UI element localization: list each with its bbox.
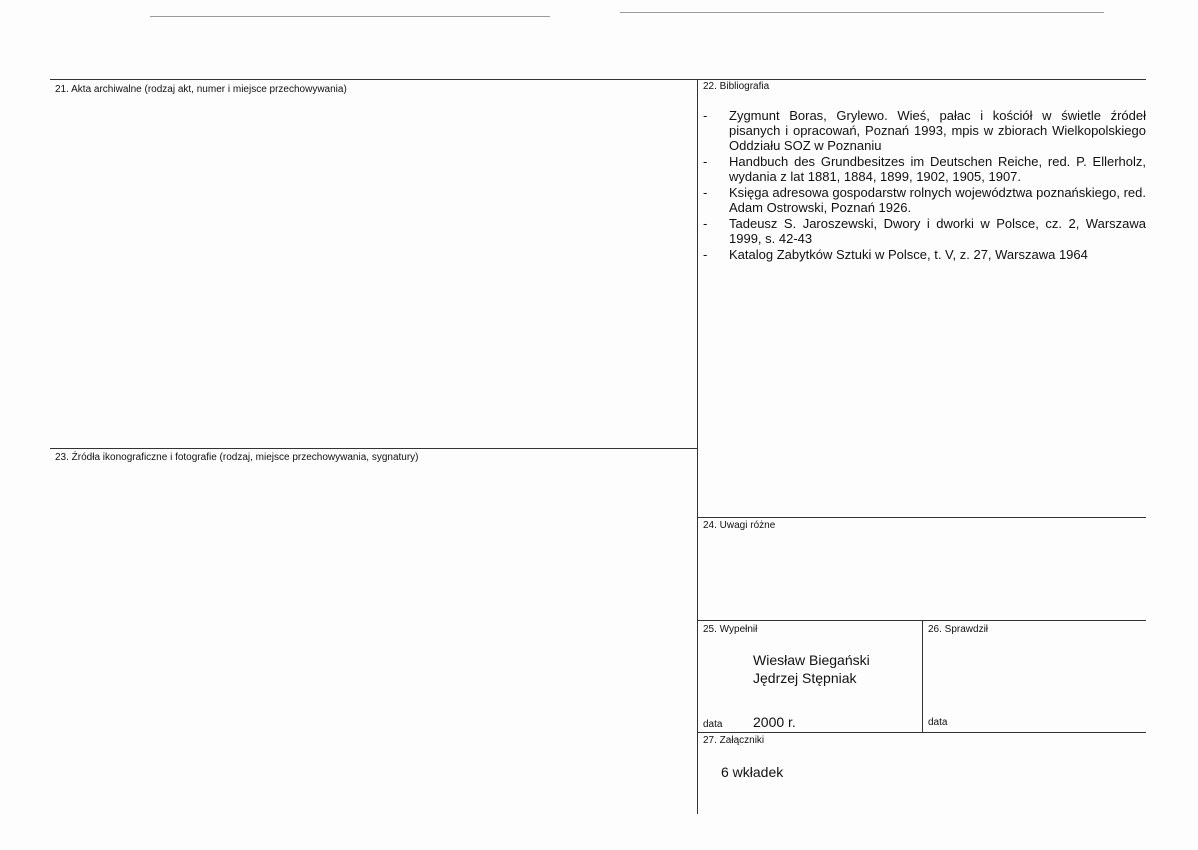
list-dash: - [703,185,708,200]
filled-by-names [753,651,870,687]
list-dash: - [703,216,708,231]
bibliography-entry-text: Katalog Zabytków Sztuki w Polsce, t. V, z. 27, Warszawa 1964 [729,247,1088,262]
bibliography-entry-text: Zygmunt Boras, Grylewo. Wieś, pałac i kościół w świetle źródeł pisanych i opracowań, Poznań 1993, mpis w zbiorach Wielkopolskiego Oddziału SOZ w Poznaniu [729,108,1146,153]
top-rule-left [150,16,550,17]
bibliography-entry [703,216,1146,246]
section-26-label: 26. Sprawdził [928,624,989,635]
row-top-border [50,79,1146,80]
filled-by-name: Wiesław Biegański [753,652,870,668]
top-rule-right [620,12,1104,13]
section-25-date-value: 2000 r. [753,714,796,730]
bibliography-entry-text: Księga adresowa gospodarstw rolnych województwa poznańskiego, red. Adam Ostrowski, Poznań 1926. [729,185,1146,215]
filled-by-name: Jędrzej Stępniak [753,670,857,686]
section-21-23-divider [50,448,697,449]
section-25-27-divider [697,732,1146,733]
section-24-label: 24. Uwagi różne [703,520,776,531]
section-21-label: 21. Akta archiwalne (rodzaj akt, numer i miejsce przechowywania) [55,84,347,95]
section-25-date-label: data [703,719,723,730]
bibliography-entry [703,247,1146,262]
list-dash: - [703,154,708,169]
section-25-label: 25. Wypełnił [703,624,758,635]
section-22-label: 22. Bibliografia [703,81,770,92]
center-column-divider [697,79,698,814]
bibliography-entry [703,154,1146,184]
bibliography-entry [703,185,1146,215]
attachments-value: 6 wkładek [721,764,784,780]
bibliography-list [703,108,1146,263]
list-dash: - [703,108,708,123]
section-27-label: 27. Załączniki [703,735,765,746]
section-25-26-divider [922,620,923,732]
section-23-label: 23. Źródła ikonograficzne i fotografie (rodzaj, miejsce przechowywania, sygnatury) [55,452,419,463]
bibliography-entry-text: Tadeusz S. Jaroszewski, Dwory i dworki w Polsce, cz. 2, Warszawa 1999, s. 42-43 [729,216,1146,246]
list-dash: - [703,247,708,262]
bibliography-entry [703,108,1146,153]
section-22-24-divider [697,517,1146,518]
section-26-date-label: data [928,717,948,728]
bibliography-entry-text: Handbuch des Grundbesitzes im Deutschen Reiche, red. P. Ellerholz, wydania z lat 1881, 1884, 1899, 1902, 1905, 1907. [729,154,1146,184]
